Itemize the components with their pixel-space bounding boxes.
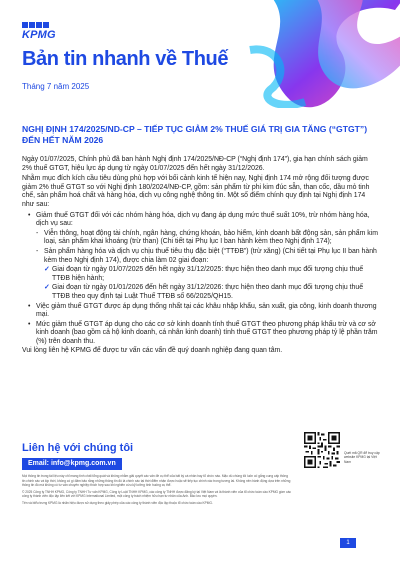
email-link[interactable]: Email: info@kpmg.com.vn bbox=[22, 458, 122, 470]
checkmark-icon: ✓ bbox=[44, 266, 50, 274]
page-number: 1 bbox=[340, 538, 356, 548]
page-title: Bản tin nhanh về Thuế bbox=[22, 48, 229, 70]
hero-banner bbox=[0, 0, 400, 108]
logo-text: KPMG bbox=[22, 29, 56, 41]
bullet-item: • Giảm thuế GTGT đối với các nhóm hàng hóa, dịch vụ đang áp dụng mức thuế suất 10%, trừ nhóm hàng hóa, dịch vụ sau: bbox=[28, 211, 370, 228]
bullet-item: • Mức giảm thuế GTGT áp dụng cho các cơ sở kinh doanh tính thuế GTGT theo phương pháp khấu trừ và cơ sở kinh doanh (bao gồm cả hộ kinh doanh, cá nhân kinh doanh) tính thuế GTGT theo phương pháp tỷ lệ phần trăm (%) trên doanh thu. bbox=[28, 320, 378, 345]
contact-heading: Liên hệ với chúng tôi bbox=[22, 442, 134, 454]
dash-icon: - bbox=[36, 247, 39, 255]
dash-icon: - bbox=[36, 229, 39, 237]
sub-bullet-item: - Viễn thông, hoạt động tài chính, ngân hàng, chứng khoán, bảo hiểm, kinh doanh bất động sản, sản phẩm kim loại, sản phẩm khai khoáng (trừ than) (Chi tiết tại Phụ lục I ban hành kèm theo Nghị định 174); bbox=[36, 229, 378, 246]
article-body bbox=[22, 156, 378, 358]
closing-paragraph: Vui lòng liên hệ KPMG để được tư vấn các vấn đề quý doanh nghiệp đang quan tâm. bbox=[22, 347, 283, 355]
bullet-dot-icon: • bbox=[28, 211, 31, 219]
qr-caption: Quét mã QR để truy cập website KPMG tại Việt Nam bbox=[344, 451, 380, 464]
intro-paragraph: Ngày 01/07/2025, Chính phủ đã ban hành Nghị định 174/2025/NĐ-CP (“Nghị định 174”), gia hạn chính sách giảm 2% thuế GTGT, hiệu lực áp dụng từ ngày 01/07/2025 đến hết ngày 31/12/2026. bbox=[22, 156, 368, 172]
check-item: ✓ Giai đoạn từ ngày 01/07/2025 đến hết ngày 31/12/2025: thực hiện theo danh mục đối tượng chịu thuế TTĐB hiện hành; bbox=[44, 266, 364, 282]
abstract-ribbon-graphic bbox=[210, 0, 400, 108]
sub-bullet-item: - Sản phẩm hàng hóa và dịch vụ chịu thuế tiêu thụ đặc biệt (“TTĐB”) (trừ xăng) (Chi tiết tại Phụ lục II ban hành kèm theo Nghị định 174), được chia làm 02 giai đoạn: bbox=[36, 247, 377, 264]
qr-code-icon[interactable] bbox=[304, 432, 340, 468]
purpose-paragraph: Nhằm mục đích kích cầu tiêu dùng phù hợp với bối cảnh kinh tế hiện nay, Nghị định 174 mở rộng đối tượng được giảm 2% thuế GTGT so với Nghị định 180/2024/NĐ-CP, gồm: sản phẩm từ phi kim đúc sẵn, than cốc, dầu mỏ tinh chế, sản phẩm hoá chất và hàng hóa, dịch vụ công nghệ thông tin. Một số điểm chính quy định tại Nghị định 174 như sau: bbox=[22, 175, 370, 208]
checkmark-icon: ✓ bbox=[44, 284, 50, 292]
disclaimer-paragraph: Tên và biểu trưng KPMG là nhãn hiệu được sử dụng theo giấy phép của các công ty thành viên độc lập thuộc tổ chức toàn cầu KPMG. bbox=[22, 500, 213, 505]
article-headline: NGHỊ ĐỊNH 174/2025/ND-CP – TIẾP TỤC GIẢM 2% THUẾ GIÁ TRỊ GIA TĂNG (“GTGT”) ĐẾN HẾT NĂM 2026 bbox=[22, 124, 368, 145]
disclaimer-paragraph: Mọi thông tin trong tài liệu này chỉ mang tính chất tổng quát và không nhằm giải quyết các vấn đề cụ thể của bất kỳ cá nhân hay tổ chức nào. Mặc dù chúng tôi luôn cố gắng cung cấp thông tin chính xác và kịp thời, không có gì đảm bảo rằng những thông tin đó là chính xác tại thời điểm nhận được hoặc sẽ tiếp tục chính xác trong tương lai. Không nên hành động dựa trên những thông tin đó mà không có tư vấn chuyên nghiệp thích hợp sau khi nghiên cứu kỹ lưỡng tình huống cụ thể. bbox=[22, 474, 291, 488]
logo-squares-icon bbox=[22, 22, 56, 28]
issue-date: Tháng 7 năm 2025 bbox=[22, 82, 90, 91]
bullet-dot-icon: • bbox=[28, 320, 31, 328]
bullet-item: • Việc giảm thuế GTGT được áp dụng thống nhất tại các khâu nhập khẩu, sản xuất, gia công, kinh doanh thương mại. bbox=[28, 302, 377, 319]
disclaimer bbox=[22, 474, 292, 508]
disclaimer-paragraph: © 2025 Công ty TNHH KPMG, Công ty TNHH Tư vấn KPMG, Công ty Luật TNHH KPMG, các công ty TNHH được đăng ký tại Việt Nam và là thành viên của tổ chức toàn cầu KPMG gồm các công ty thành viên độc lập liên kết với KPMG International Limited, một công ty trách nhiệm hữu hạn tư nhân của Anh. Bảo lưu mọi quyền. bbox=[22, 489, 291, 499]
kpmg-logo[interactable] bbox=[22, 22, 56, 41]
bullet-dot-icon: • bbox=[28, 302, 31, 310]
check-item: ✓ Giai đoạn từ ngày 01/01/2026 đến hết ngày 31/12/2026: thực hiện theo danh mục đối tượng chịu thuế TTĐB theo quy định tại Luật Thuế TTĐB số 66/2025/QH15. bbox=[44, 284, 364, 300]
